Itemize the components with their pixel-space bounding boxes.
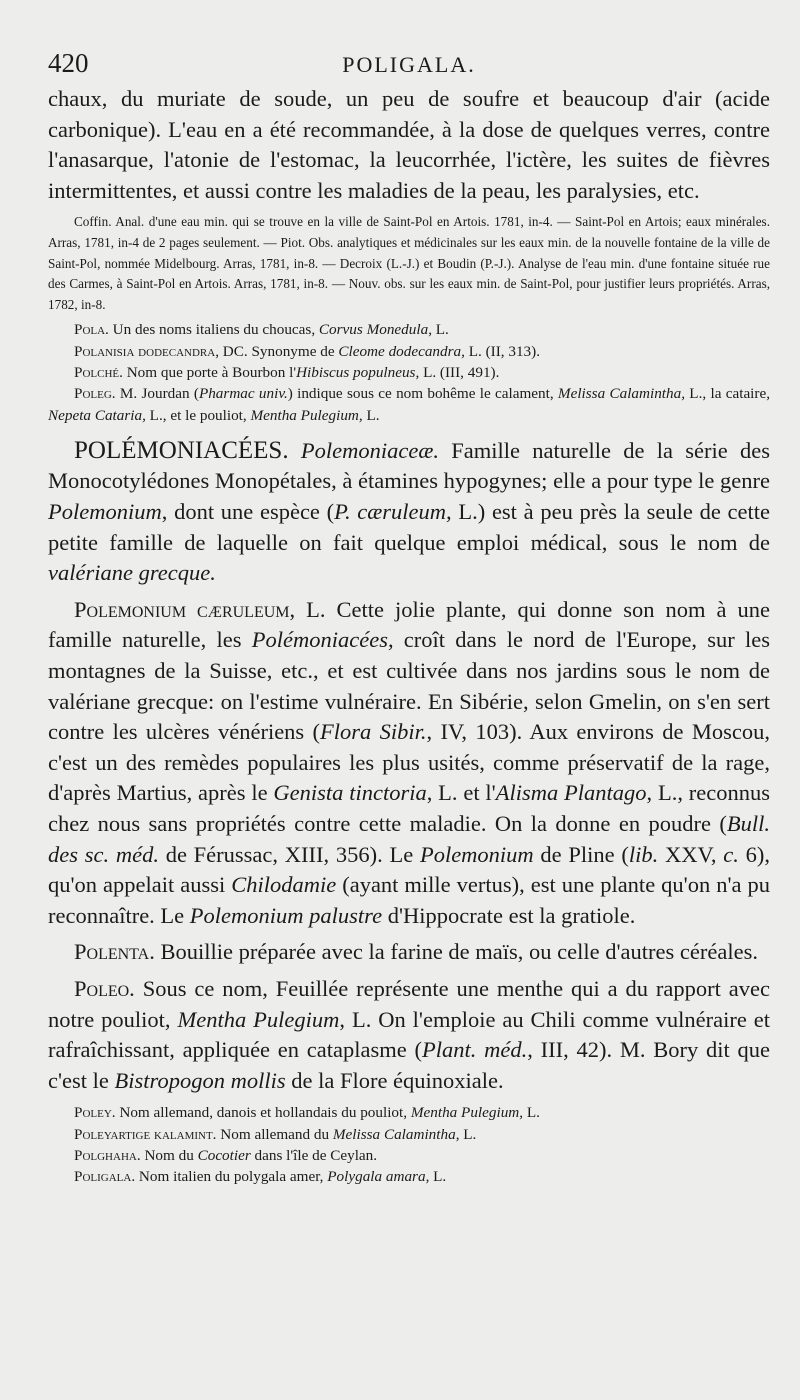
entry-head: Poleo. bbox=[74, 975, 135, 1001]
entry-head: Polghaha. bbox=[74, 1146, 141, 1164]
entry-poleo: Poleo. Sous ce nom, Feuillée représente une menthe qui a du rapport avec notre pouliot, Mentha Pulegium, L. On l'emploie au Chili comme vulnéraire et rafraîchissant, appliquée en cataplasme (Plant. méd., III, 42). M. Bory dit que c'est le Bistropogon mollis de la Flore équinoxiale. bbox=[48, 975, 771, 1093]
entry-poley: Poley. Nom allemand, danois et hollandais du pouliot, Mentha Pulegium, L. bbox=[74, 1104, 540, 1122]
entry-head: Polanisia dodecandra bbox=[74, 342, 216, 360]
entry-head: Poley. bbox=[74, 1104, 116, 1122]
running-title: POLIGALA. bbox=[342, 52, 476, 77]
entry-head: Poleyartige kalamint. bbox=[74, 1125, 217, 1143]
paragraph-intro: chaux, du muriate de soude, un peu de soufre et beaucoup d'air (acide carbonique). L'eau en a été recommandée, à la dose de quelques verres, contre l'anasarque, l'atonie de l'estomac, la leucorrhée, l'ictère, les suites de fièvres intermittentes, et aussi contre les maladies de la peau, les paralysies, etc. bbox=[48, 86, 770, 203]
entry-pola: Pola. Un des noms italiens du choucas, Corvus Monedula, L. bbox=[74, 321, 449, 339]
entry-poligala: Poligala. Nom italien du polygala amer, Polygala amara, L. bbox=[74, 1168, 447, 1186]
entry-polche: Polché. Nom que porte à Bourbon l'Hibiscus populneus, L. (III, 491). bbox=[74, 363, 500, 381]
entry-head: Poligala. bbox=[74, 1168, 136, 1186]
refs-lead: Coffin. bbox=[74, 214, 112, 230]
entry-polanisia: Polanisia dodecandra, DC. Synonyme de Cleome dodecandra, L. (II, 313). bbox=[74, 342, 540, 360]
entry-polghaha: Polghaha. Nom du Cocotier dans l'île de Ceylan. bbox=[74, 1146, 378, 1164]
entry-head: Poleg. bbox=[74, 385, 116, 403]
entry-poleg: Poleg. M. Jourdan (Pharmac univ.) indique sous ce nom bohême le calament, Melissa Calamintha, L., la cataire, Nepeta Cataria, L., et le pouliot, Mentha Pulegium, L. bbox=[48, 385, 770, 424]
entry-head: Polenta. bbox=[74, 939, 155, 965]
entry-polenta: Polenta. Bouillie préparée avec la farine de maïs, ou celle d'autres céréales. bbox=[74, 939, 758, 965]
entry-head: POLÉMONIACÉES. bbox=[74, 436, 289, 464]
bibliography-refs bbox=[48, 212, 770, 315]
entry-head: Polemonium cæruleum bbox=[74, 596, 290, 622]
page-number: 420 bbox=[48, 48, 89, 78]
entry-polemoniacees: POLÉMONIACÉES. Polemoniaceæ. Famille naturelle de la série des Monocotylédones Monopétales, à étamines hypogynes; elle a pour type le genre Polemonium, dont une espèce (P. cæruleum, L.) est à peu près la seule de cette petite famille de laquelle on fait quelque emploi médical, sous le nom de valériane grecque. bbox=[48, 436, 771, 586]
entry-head: Polché. bbox=[74, 363, 123, 381]
page-header bbox=[48, 48, 770, 84]
entry-head: Pola. bbox=[74, 321, 109, 339]
entry-polemonium: Polemonium cæruleum, L. Cette jolie plante, qui donne son nom à une famille naturelle, les Polémoniacées, croît dans le nord de l'Europe, sur les montagnes de la Suisse, etc., et est cultivée dans nos jardins sous le nom de valériane grecque: on l'estime vulnéraire. En Sibérie, selon Gmelin, on s'en sert contre les ulcères vénériens (Flora Sibir., IV, 103). Aux environs de Moscou, c'est un des remèdes populaires les plus usités, comme préservatif de la rage, d'après Martius, après le Genista tinctoria, L. et l'Alisma Plantago, L., reconnus chez nous sans propriétés contre cette maladie. On la donne en poudre (Bull. des sc. méd. de Férussac, XIII, 356). Le Polemonium de Pline (lib. XXV, c. 6), qu'on appelait aussi Chilodamie (ayant mille vertus), est une plante qu'on n'a pu reconnaître. Le Polemonium palustre d'Hippocrate est la gratiole. bbox=[48, 596, 771, 928]
entry-poleyartige: Poleyartige kalamint. Nom allemand du Melissa Calamintha, L. bbox=[74, 1125, 477, 1143]
refs-text: Anal. d'une eau min. qui se trouve en la ville de Saint-Pol en Artois. 1781, in-4. — Saint-Pol en Artois; eaux minérales. Arras, 1781, in-4 de 2 pages seulement. — Piot. Obs. analytiques et médicinales sur les eaux min. de la nouvelle fontaine de la ville de Saint-Pol, nommée Midelbourg. Arras, 1781, in-8. — Decroix (L.-J.) et Boudin (P.-J.). Analyse de l'eau min. d'une fontaine située rue des Carmes, à Saint-Pol en Artois. Arras, 1781, in-8. — Nouv. obs. sur les eaux min. de Saint-Pol, pour justifier leurs propriétés. Arras, 1782, in-8. bbox=[48, 214, 770, 312]
